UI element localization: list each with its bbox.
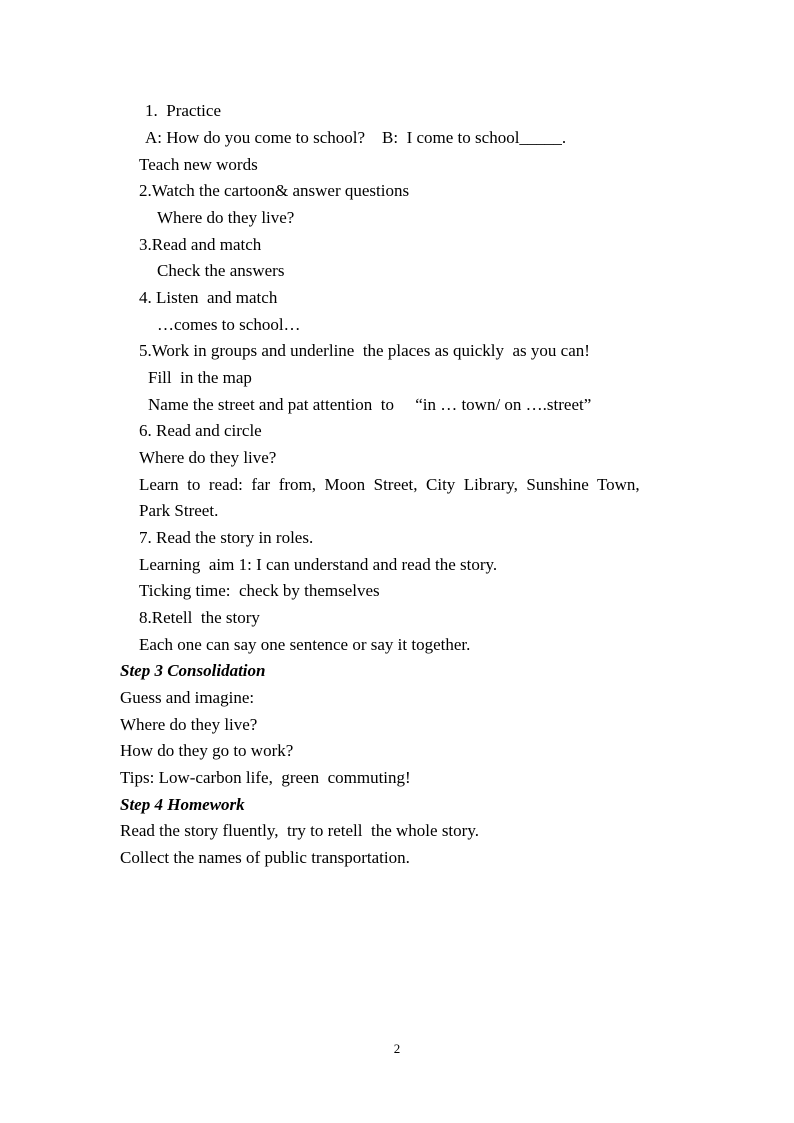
heading-step-4: Step 4 Homework [120,795,245,814]
line-read-match: 3.Read and match [139,235,262,254]
line-learning-aim: Learning aim 1: I can understand and read the story. [139,555,498,574]
line-comes-to-school: …comes to school… [157,315,301,334]
line-each-one: Each one can say one sentence or say it together. [139,635,471,654]
line-name-street: Name the street and pat attention to “in … town/ on ….street” [148,395,592,414]
line-ticking-time: Ticking time: check by themselves [139,581,380,600]
line-where-live-2: Where do they live? [139,448,277,467]
line-retell-story: 8.Retell the story [139,608,260,627]
line-work-in-groups: 5.Work in groups and underline the places as quickly as you can! [139,341,590,360]
line-park-street: Park Street. [139,501,219,520]
line-practice: 1. Practice [145,101,221,120]
line-collect-names: Collect the names of public transportation. [120,848,410,867]
line-listen-match: 4. Listen and match [139,288,278,307]
line-learn-to-read: Learn to read: far from, Moon Street, City Library, Sunshine Town, [139,475,640,494]
line-dialogue: A: How do you come to school? B: I come to school_____. [145,128,567,147]
line-guess-imagine: Guess and imagine: [120,688,255,707]
line-tips: Tips: Low-carbon life, green commuting! [120,768,411,787]
line-read-fluently: Read the story fluently, try to retell the whole story. [120,821,479,840]
page-number: 2 [393,1041,401,1056]
line-check-answers: Check the answers [157,261,285,280]
line-where-live-3: Where do they live? [120,715,258,734]
line-teach-new-words: Teach new words [139,155,258,174]
line-read-roles: 7. Read the story in roles. [139,528,314,547]
line-read-circle: 6. Read and circle [139,421,262,440]
line-watch-cartoon: 2.Watch the cartoon& answer questions [139,181,410,200]
line-fill-map: Fill in the map [148,368,252,387]
line-how-go-work: How do they go to work? [120,741,294,760]
heading-step-3: Step 3 Consolidation [120,661,266,680]
line-where-live-1: Where do they live? [157,208,295,227]
